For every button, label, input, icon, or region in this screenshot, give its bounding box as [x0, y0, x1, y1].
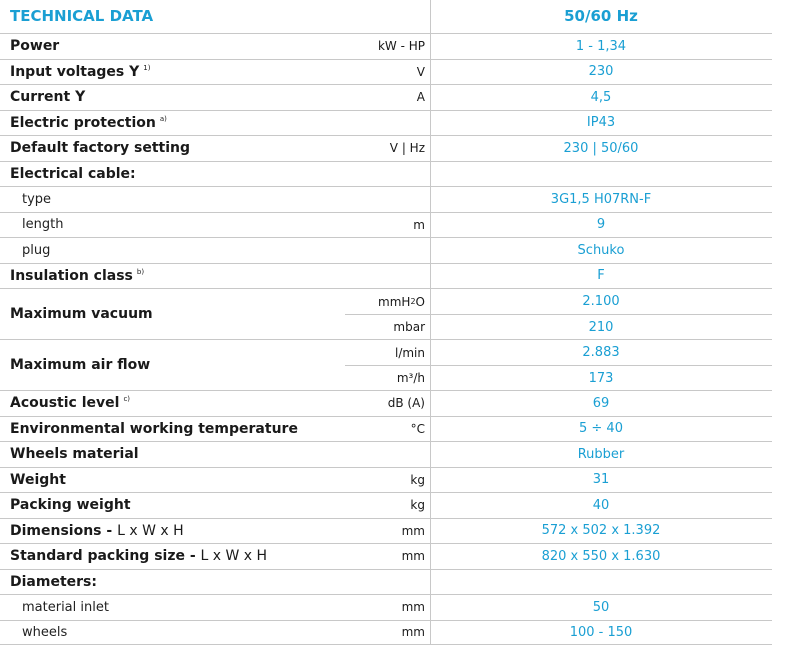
row-label-text: Weight — [10, 471, 66, 488]
row-label — [22, 621, 67, 645]
row-unit-tail: O — [415, 294, 425, 309]
row-label-text: plug — [22, 242, 51, 258]
row-label-text: Electrical cable: — [10, 165, 136, 182]
table-row — [0, 110, 772, 136]
row-label-text: length — [22, 217, 64, 233]
row-unit: V | Hz — [389, 141, 425, 156]
table-row — [0, 543, 772, 569]
row-value: 2.883 — [582, 345, 620, 361]
split-subrow — [0, 315, 772, 341]
row-label-text: Acoustic level — [10, 395, 120, 412]
row-label-text: Packing weight — [10, 497, 131, 514]
row-value: 3G1,5 H07RN-F — [550, 191, 652, 207]
row-label-text: Input voltages Y — [10, 63, 140, 80]
row-unit-subscript: 2 — [410, 297, 416, 307]
row-label-text: Diameters: — [10, 573, 97, 590]
row-label-dimensions: L x W x H — [200, 548, 268, 565]
row-value: 40 — [592, 497, 610, 513]
row-unit — [393, 315, 425, 341]
row-label-dimensions: L x W x H — [117, 522, 184, 539]
row-value: Schuko — [577, 242, 625, 258]
row-value — [430, 570, 772, 595]
row-unit — [397, 366, 425, 392]
table-row — [0, 186, 772, 212]
row-label — [10, 60, 150, 85]
row-label-text: Environmental working temperature — [10, 420, 298, 437]
row-value: 9 — [596, 217, 606, 233]
table-row — [0, 263, 772, 289]
split-divider — [345, 365, 772, 366]
row-label — [22, 238, 50, 263]
row-label — [10, 162, 136, 187]
row-label-text: Maximum air flow — [10, 357, 151, 373]
row-value: 572 x 502 x 1.392 — [541, 523, 661, 539]
table-row — [0, 135, 772, 161]
row-value: 5 ÷ 40 — [579, 421, 623, 437]
row-value: 230 — [588, 64, 614, 80]
table-row — [0, 441, 772, 467]
row-label-text: Power — [10, 38, 60, 55]
row-value: 210 — [588, 319, 614, 335]
split-subrow — [0, 366, 772, 392]
row-label-text: type — [22, 191, 52, 207]
row-label-text: Dimensions - — [10, 522, 118, 539]
row-value: 100 - 150 — [569, 624, 633, 640]
table-row — [0, 569, 772, 595]
row-unit: mm — [401, 625, 425, 640]
row-unit-text: mbar — [393, 320, 425, 335]
footnote-marker: c) — [123, 395, 131, 404]
row-label-text: Default factory setting — [10, 140, 191, 157]
row-label — [22, 213, 63, 238]
split-subrow — [0, 340, 772, 366]
row-unit: A — [416, 90, 425, 105]
footnote-marker: 1) — [143, 63, 151, 72]
row-unit: kg — [410, 472, 425, 487]
row-value: IP43 — [586, 115, 616, 131]
split-divider — [345, 314, 772, 315]
row-value: 1 - 1,34 — [575, 38, 627, 54]
row-value: 173 — [588, 370, 614, 386]
row-label-text: wheels — [22, 624, 68, 640]
table-row — [0, 467, 772, 493]
table-row — [0, 594, 772, 620]
row-label — [10, 570, 97, 595]
row-label — [22, 595, 109, 620]
row-unit-text: mmH — [378, 294, 411, 309]
row-unit-text: l/min — [394, 345, 425, 360]
table-row — [0, 84, 772, 110]
row-label — [10, 136, 190, 161]
row-label-text: Standard packing size - — [10, 548, 201, 565]
row-value: 31 — [592, 472, 610, 488]
row-label — [10, 544, 267, 569]
row-unit — [395, 340, 425, 366]
row-value: 69 — [592, 395, 610, 411]
row-label-text: Current Y — [10, 89, 86, 106]
row-unit: mm — [401, 523, 425, 538]
table-row — [0, 237, 772, 263]
row-unit: kW - HP — [377, 39, 425, 54]
row-label — [10, 519, 184, 544]
row-unit: dB (A) — [387, 396, 425, 411]
row-label — [10, 85, 85, 110]
row-label — [10, 391, 130, 416]
row-label — [10, 111, 167, 136]
row-unit — [378, 289, 425, 315]
row-value: 820 x 550 x 1.630 — [541, 548, 661, 564]
table-row — [0, 212, 772, 238]
row-label-text: Electric protection — [10, 114, 156, 131]
footnote-marker: a) — [159, 114, 167, 123]
row-value: 2.100 — [582, 294, 620, 310]
row-label — [10, 417, 298, 442]
table-row — [0, 33, 772, 59]
row-value: F — [597, 268, 605, 284]
frequency-header: 50/60 Hz — [564, 7, 638, 25]
row-unit: kg — [410, 498, 425, 513]
table-row — [0, 390, 772, 416]
table-row — [0, 620, 772, 646]
row-label-text: material inlet — [22, 599, 109, 615]
row-unit: m — [413, 217, 425, 232]
row-label — [10, 442, 139, 467]
row-label-text: Insulation class — [10, 267, 133, 284]
row-unit: °C — [410, 421, 425, 436]
table-row — [0, 518, 772, 544]
row-label-text: Wheels material — [10, 446, 139, 463]
row-label — [10, 493, 131, 518]
table-title: TECHNICAL DATA — [10, 7, 154, 25]
table-row — [0, 288, 772, 339]
row-label — [10, 264, 144, 289]
row-value: Rubber — [577, 446, 625, 462]
row-value: 4,5 — [590, 89, 612, 105]
row-value: 230 | 50/60 — [563, 140, 639, 156]
row-unit-text: m³/h — [396, 371, 425, 386]
row-unit: mm — [401, 600, 425, 615]
row-value: 50 — [592, 599, 610, 615]
table-row — [0, 161, 772, 187]
table-row — [0, 59, 772, 85]
split-subrow — [0, 289, 772, 315]
row-label — [10, 468, 66, 493]
row-unit: V — [416, 64, 425, 79]
footnote-marker: b) — [136, 267, 145, 276]
row-label — [22, 187, 51, 212]
row-unit: mm — [401, 549, 425, 564]
table-row — [0, 416, 772, 442]
row-label-text: Maximum vacuum — [10, 306, 153, 322]
row-label — [10, 34, 59, 59]
row-value — [430, 162, 772, 187]
table-row — [0, 339, 772, 390]
table-row — [0, 492, 772, 518]
